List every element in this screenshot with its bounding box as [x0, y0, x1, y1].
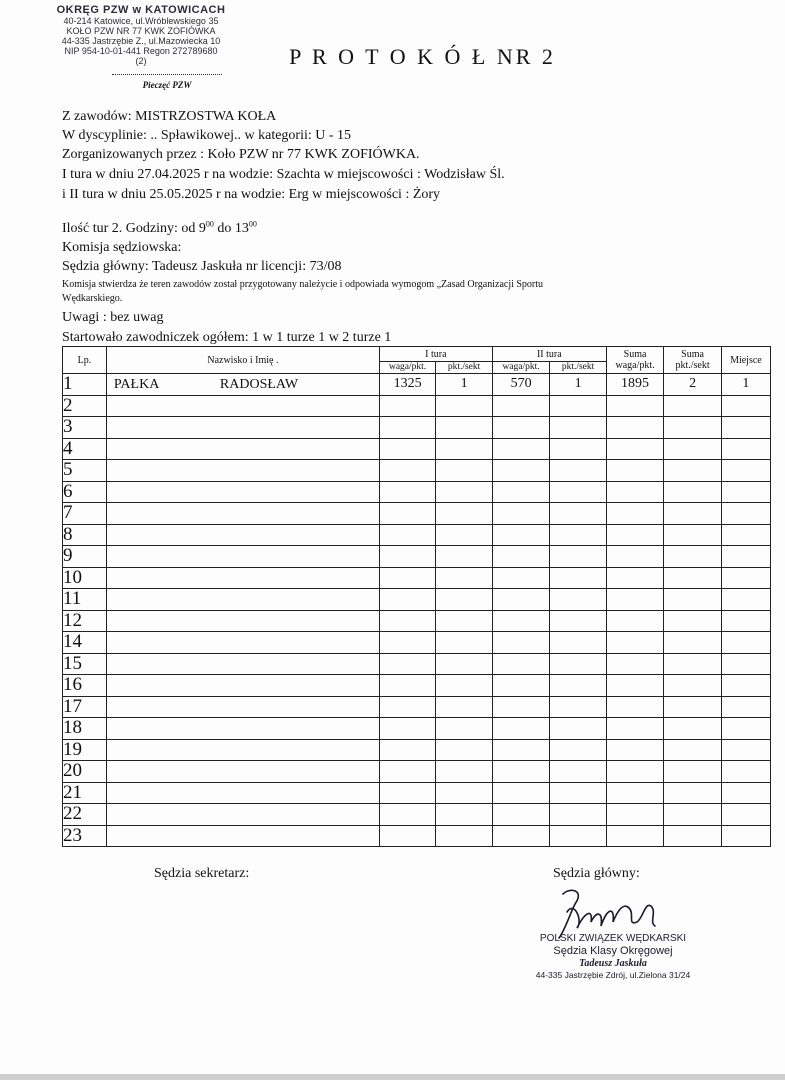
header-place: Miejsce	[721, 347, 770, 374]
cell-round2-points	[550, 653, 606, 675]
last-name: PAŁKA	[113, 377, 160, 392]
cell-sum-points	[664, 718, 722, 740]
cell-round1-weight	[379, 481, 435, 503]
cell-round1-points	[436, 610, 492, 632]
cell-round1-weight	[379, 739, 435, 761]
statement-line-1: Komisja stwierdza że teren zawodów został przygotowany należycie i odpowiada wymogom „Zasad Organizacji Sportu	[62, 279, 544, 290]
cell-name	[106, 567, 379, 589]
stamp-label: Pieczęć PZW	[142, 80, 192, 90]
cell-place	[721, 825, 770, 847]
cell-place: 1	[721, 374, 770, 396]
table-row	[63, 374, 771, 396]
cell-sum-points	[664, 524, 722, 546]
cell-round2-points	[550, 567, 606, 589]
cell-place	[721, 610, 770, 632]
cell-sum-weight	[606, 460, 664, 482]
table-row	[63, 761, 771, 783]
cell-sum-weight	[606, 825, 664, 847]
cell-sum-points	[664, 589, 722, 611]
cell-round1-weight	[379, 696, 435, 718]
cell-sum-weight	[606, 567, 664, 589]
cell-round2-weight	[492, 610, 550, 632]
table-row	[63, 481, 771, 503]
cell-round2-points	[550, 503, 606, 525]
cell-round1-weight	[379, 718, 435, 740]
table-row	[63, 503, 771, 525]
header-round2-points: pkt./sekt	[550, 362, 606, 374]
table-row	[63, 825, 771, 847]
cell-round2-points	[550, 761, 606, 783]
cell-lp: 6	[63, 481, 107, 503]
header-round1-points: pkt./sekt	[436, 362, 492, 374]
cell-lp: 4	[63, 438, 107, 460]
hour-from-minutes: 00	[205, 219, 214, 229]
cell-round1-weight: 1325	[379, 374, 435, 396]
cell-lp: 22	[63, 804, 107, 826]
round2-line: i II tura w dniu 25.05.2025 r na wodzie: Erg w miejscowości : Żory	[62, 187, 441, 202]
cell-sum-weight	[606, 417, 664, 439]
table-row	[63, 632, 771, 654]
cell-round1-weight	[379, 460, 435, 482]
participants-line: Startowało zawodniczek ogółem: 1 w 1 turze 1 w 2 turze 1	[62, 330, 392, 345]
header-sum-points: Suma pkt./sekt	[664, 347, 722, 374]
cell-round2-weight	[492, 675, 550, 697]
cell-round2-points	[550, 417, 606, 439]
stamp-line: POLSKI ZWIĄZEK WĘDKARSKI	[539, 933, 687, 944]
cell-round1-weight	[379, 632, 435, 654]
cell-round1-points	[436, 395, 492, 417]
cell-round2-points	[550, 696, 606, 718]
cell-sum-weight	[606, 438, 664, 460]
cell-round2-weight	[492, 696, 550, 718]
cell-sum-weight	[606, 395, 664, 417]
scan-edge	[0, 1074, 785, 1080]
cell-round2-points	[550, 739, 606, 761]
cell-round2-weight	[492, 503, 550, 525]
cell-round1-points	[436, 546, 492, 568]
cell-round2-points	[550, 546, 606, 568]
cell-sum-points	[664, 804, 722, 826]
cell-round1-points	[436, 825, 492, 847]
cell-name	[106, 589, 379, 611]
cell-round2-points	[550, 782, 606, 804]
cell-lp: 12	[63, 610, 107, 632]
cell-round2-weight	[492, 761, 550, 783]
cell-place	[721, 675, 770, 697]
cell-place	[721, 481, 770, 503]
rounds-hours-line	[62, 220, 257, 238]
cell-sum-weight	[606, 782, 664, 804]
cell-sum-weight	[606, 503, 664, 525]
stamp-line: 40-214 Katowice, ul.Wróblewskiego 35	[63, 16, 219, 26]
cell-sum-weight	[606, 675, 664, 697]
cell-round2-weight	[492, 739, 550, 761]
cell-sum-points	[664, 460, 722, 482]
cell-round1-points	[436, 653, 492, 675]
cell-sum-weight	[606, 739, 664, 761]
cell-lp: 3	[63, 417, 107, 439]
organizer-line: Zorganizowanych przez : Koło PZW nr 77 KWK ZOFIÓWKA.	[62, 147, 420, 162]
cell-round1-points: 1	[436, 374, 492, 396]
stamp-line: (2)	[135, 56, 147, 66]
cell-round2-weight: 570	[492, 374, 550, 396]
cell-name	[106, 782, 379, 804]
cell-sum-weight	[606, 632, 664, 654]
cell-name	[106, 503, 379, 525]
cell-sum-weight	[606, 481, 664, 503]
committee-label: Komisja sędziowska:	[62, 240, 182, 255]
cell-lp: 1	[63, 374, 107, 396]
cell-name	[106, 761, 379, 783]
cell-round1-points	[436, 503, 492, 525]
cell-round1-points	[436, 804, 492, 826]
table-row	[63, 739, 771, 761]
cell-place	[721, 632, 770, 654]
cell-round1-weight	[379, 438, 435, 460]
remarks-value: bez uwag	[110, 310, 164, 325]
cell-sum-points	[664, 438, 722, 460]
cell-place	[721, 782, 770, 804]
cell-round1-points	[436, 460, 492, 482]
cell-name	[106, 718, 379, 740]
cell-sum-weight	[606, 696, 664, 718]
table-row	[63, 438, 771, 460]
table-row	[63, 546, 771, 568]
cell-round2-weight	[492, 718, 550, 740]
header-name: Nazwisko i Imię .	[106, 347, 379, 374]
cell-place	[721, 718, 770, 740]
cell-sum-points	[664, 546, 722, 568]
cell-round1-weight	[379, 395, 435, 417]
remarks-label: Uwagi :	[62, 310, 107, 325]
stamp-dotted-line	[112, 74, 222, 75]
cell-sum-points: 2	[664, 374, 722, 396]
header-round1: I tura	[379, 347, 492, 362]
cell-round1-weight	[379, 503, 435, 525]
cell-sum-points	[664, 696, 722, 718]
table-row	[63, 567, 771, 589]
first-name: RADOSŁAW	[219, 377, 299, 392]
cell-sum-points	[664, 675, 722, 697]
cell-name	[106, 417, 379, 439]
cell-round2-weight	[492, 438, 550, 460]
cell-place	[721, 395, 770, 417]
cell-round1-points	[436, 632, 492, 654]
table-row	[63, 653, 771, 675]
cell-sum-points	[664, 782, 722, 804]
cell-name	[106, 374, 379, 396]
cell-sum-weight	[606, 653, 664, 675]
cell-place	[721, 804, 770, 826]
cell-name	[106, 675, 379, 697]
cell-name	[106, 804, 379, 826]
cell-round2-weight	[492, 395, 550, 417]
cell-sum-weight	[606, 761, 664, 783]
cell-place	[721, 696, 770, 718]
results-body	[63, 374, 771, 847]
header-lp: Lp.	[63, 347, 107, 374]
cell-place	[721, 546, 770, 568]
cell-place	[721, 653, 770, 675]
cell-round2-weight	[492, 460, 550, 482]
cell-round2-points	[550, 481, 606, 503]
cell-name	[106, 739, 379, 761]
stamp-line: 44-335 Jastrzębie Z., ul.Mazowiecka 10	[61, 36, 221, 46]
table-row	[63, 782, 771, 804]
cell-sum-points	[664, 739, 722, 761]
stamp-line: 44-335 Jastrzębie Zdrój, ul.Zielona 31/24	[535, 970, 691, 980]
rounds-prefix: Ilość tur 2. Godziny: od 9	[62, 221, 206, 236]
cell-round1-points	[436, 438, 492, 460]
cell-round1-points	[436, 589, 492, 611]
cell-round2-weight	[492, 417, 550, 439]
cell-round2-weight	[492, 653, 550, 675]
cell-sum-weight	[606, 589, 664, 611]
cell-place	[721, 503, 770, 525]
cell-place	[721, 460, 770, 482]
cell-sum-weight	[606, 804, 664, 826]
cell-round2-weight	[492, 481, 550, 503]
cell-round1-weight	[379, 589, 435, 611]
hour-to-minutes: 00	[248, 219, 257, 229]
header-round2-weight: waga/pkt.	[492, 362, 550, 374]
cell-place	[721, 761, 770, 783]
chief-judge-signature-label: Sędzia główny:	[553, 866, 640, 881]
cell-name	[106, 460, 379, 482]
stamp-line: NIP 954-10-01-441 Regon 272789680	[64, 46, 218, 56]
cell-round1-weight	[379, 782, 435, 804]
cell-lp: 10	[63, 567, 107, 589]
cell-round2-points	[550, 825, 606, 847]
cell-sum-points	[664, 825, 722, 847]
cell-round1-points	[436, 675, 492, 697]
cell-lp: 11	[63, 589, 107, 611]
stamp-line: KOŁO PZW NR 77 KWK ZOFIÓWKA	[66, 26, 216, 36]
cell-name	[106, 696, 379, 718]
cell-round2-weight	[492, 546, 550, 568]
cell-round1-weight	[379, 675, 435, 697]
header-round1-weight: waga/pkt.	[379, 362, 435, 374]
cell-lp: 5	[63, 460, 107, 482]
cell-round2-points	[550, 438, 606, 460]
cell-lp: 15	[63, 653, 107, 675]
cell-round1-points	[436, 761, 492, 783]
cell-round1-weight	[379, 761, 435, 783]
remarks-line	[62, 309, 163, 327]
results-table	[62, 346, 771, 847]
table-row	[63, 589, 771, 611]
cell-lp: 19	[63, 739, 107, 761]
cell-place	[721, 567, 770, 589]
cell-sum-points	[664, 503, 722, 525]
cell-round2-points	[550, 395, 606, 417]
cell-round2-weight	[492, 524, 550, 546]
cell-round1-points	[436, 481, 492, 503]
cell-name	[106, 438, 379, 460]
rounds-mid: do 13	[213, 221, 249, 236]
table-row	[63, 718, 771, 740]
cell-round2-weight	[492, 825, 550, 847]
cell-lp: 2	[63, 395, 107, 417]
table-row	[63, 804, 771, 826]
cell-lp: 18	[63, 718, 107, 740]
cell-round1-weight	[379, 653, 435, 675]
cell-name	[106, 610, 379, 632]
cell-round2-points	[550, 675, 606, 697]
cell-name	[106, 481, 379, 503]
cell-lp: 9	[63, 546, 107, 568]
cell-place	[721, 438, 770, 460]
judge-stamp	[528, 933, 698, 981]
table-row	[63, 675, 771, 697]
chief-judge-line: Sędzia główny: Tadeusz Jaskuła nr licencji: 73/08	[62, 259, 342, 274]
cell-sum-points	[664, 610, 722, 632]
cell-round2-weight	[492, 567, 550, 589]
cell-place	[721, 417, 770, 439]
cell-sum-points	[664, 632, 722, 654]
header-sum-weight: Suma waga/pkt.	[606, 347, 664, 374]
competition-name: Z zawodów: MISTRZOSTWA KOŁA	[62, 109, 277, 124]
cell-round2-points	[550, 718, 606, 740]
statement-line-2: Wędkarskiego.	[62, 293, 123, 304]
cell-lp: 7	[63, 503, 107, 525]
cell-lp: 16	[63, 675, 107, 697]
cell-place	[721, 739, 770, 761]
cell-sum-points	[664, 761, 722, 783]
cell-round1-weight	[379, 417, 435, 439]
header-round2: II tura	[492, 347, 606, 362]
cell-name	[106, 653, 379, 675]
cell-round2-points: 1	[550, 374, 606, 396]
cell-round1-weight	[379, 546, 435, 568]
table-row	[63, 395, 771, 417]
cell-name	[106, 632, 379, 654]
cell-round2-weight	[492, 782, 550, 804]
cell-round1-points	[436, 696, 492, 718]
cell-lp: 23	[63, 825, 107, 847]
table-row	[63, 610, 771, 632]
cell-round1-points	[436, 739, 492, 761]
cell-place	[721, 589, 770, 611]
cell-sum-points	[664, 567, 722, 589]
secretary-signature-label: Sędzia sekretarz:	[154, 866, 250, 881]
cell-lp: 21	[63, 782, 107, 804]
cell-round2-points	[550, 632, 606, 654]
cell-sum-weight: 1895	[606, 374, 664, 396]
cell-lp: 17	[63, 696, 107, 718]
table-row	[63, 460, 771, 482]
table-row	[63, 524, 771, 546]
table-row	[63, 417, 771, 439]
cell-sum-weight	[606, 610, 664, 632]
cell-lp: 20	[63, 761, 107, 783]
cell-round1-points	[436, 417, 492, 439]
cell-round2-weight	[492, 589, 550, 611]
cell-sum-weight	[606, 524, 664, 546]
cell-lp: 14	[63, 632, 107, 654]
discipline-line: W dyscyplinie: .. Spławikowej.. w kategorii: U - 15	[62, 128, 352, 143]
table-row	[63, 696, 771, 718]
round1-line: I tura w dniu 27.04.2025 r na wodzie: Szachta w miejscowości : Wodzisław Śl.	[62, 167, 505, 182]
cell-place	[721, 524, 770, 546]
cell-round1-points	[436, 567, 492, 589]
cell-round1-weight	[379, 804, 435, 826]
cell-name	[106, 524, 379, 546]
cell-round1-points	[436, 782, 492, 804]
cell-sum-points	[664, 653, 722, 675]
cell-round2-weight	[492, 804, 550, 826]
cell-name	[106, 395, 379, 417]
cell-round2-points	[550, 610, 606, 632]
cell-round1-weight	[379, 825, 435, 847]
cell-round1-weight	[379, 610, 435, 632]
cell-round2-points	[550, 804, 606, 826]
cell-name	[106, 546, 379, 568]
cell-sum-points	[664, 481, 722, 503]
cell-sum-points	[664, 395, 722, 417]
cell-lp: 8	[63, 524, 107, 546]
page-title: P R O T O K Ó Ł NR 2	[289, 44, 556, 69]
cell-round1-points	[436, 524, 492, 546]
cell-round2-points	[550, 589, 606, 611]
cell-round2-points	[550, 460, 606, 482]
cell-round1-points	[436, 718, 492, 740]
stamp-line: Sędzia Klasy Okręgowej	[553, 945, 673, 957]
cell-name	[106, 825, 379, 847]
cell-round1-weight	[379, 524, 435, 546]
cell-sum-points	[664, 417, 722, 439]
cell-round1-weight	[379, 567, 435, 589]
cell-round2-points	[550, 524, 606, 546]
stamp-line: OKRĘG PZW w KATOWICACH	[56, 4, 226, 16]
cell-sum-weight	[606, 546, 664, 568]
stamp-line: Tadeusz Jaskuła	[579, 958, 647, 969]
cell-sum-weight	[606, 718, 664, 740]
cell-round2-weight	[492, 632, 550, 654]
